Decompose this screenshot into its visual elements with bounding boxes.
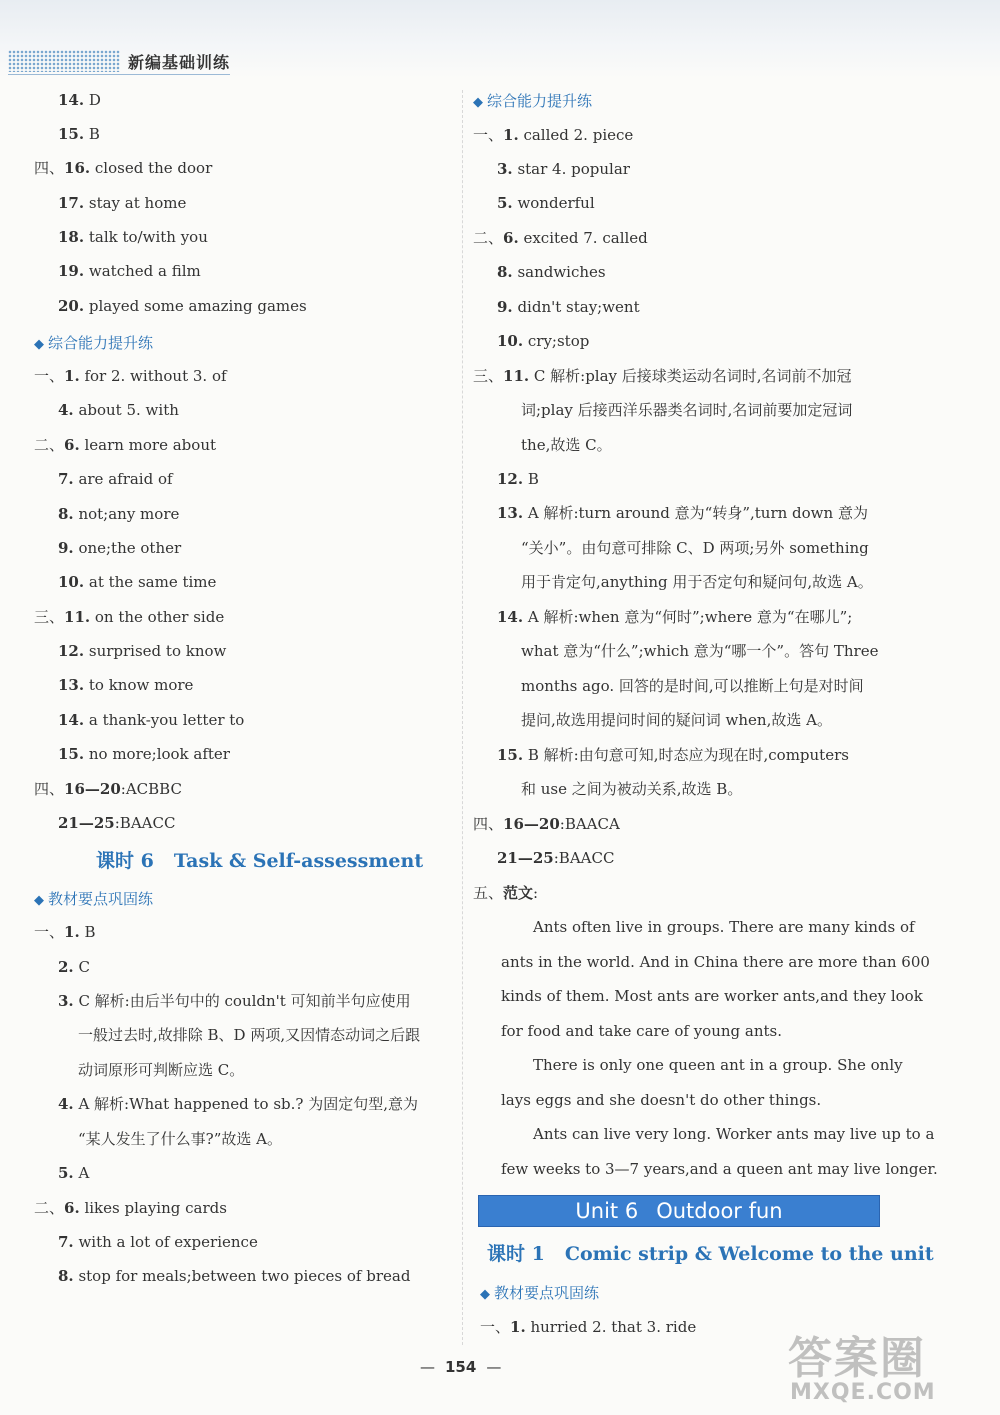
lesson-heading: 课时 6 Task & Self-assessment xyxy=(96,850,424,872)
essay-line: Ants can live very long. Worker ants may live up to a xyxy=(533,1125,935,1143)
answer-line: 15. B 解析:由句意可知,时态应为现在时,computers xyxy=(497,746,849,764)
answer-line: 一、1. B xyxy=(34,923,96,941)
section-heading: ◆ 综合能力提升练 xyxy=(473,92,593,110)
answer-line: 21—25:BAACC xyxy=(497,849,615,867)
answer-line: months ago. 回答的是时间,可以推断上句是对时间 xyxy=(521,677,864,695)
answer-line: 三、11. on the other side xyxy=(34,608,225,626)
answer-line: “关小”。由句意可排除 C、D 两项;另外 something xyxy=(521,539,869,557)
lesson-heading: 课时 1 Comic strip & Welcome to the unit xyxy=(487,1243,934,1265)
answer-line: 8. not;any more xyxy=(58,505,180,523)
answer-line: 3. C 解析:由后半句中的 couldn't 可知前半句应使用 xyxy=(58,992,411,1010)
watermark-logo: 答案圈 MXQE.COM xyxy=(788,1333,936,1405)
answer-line: 2. C xyxy=(58,958,90,976)
page-footer: — 154 — xyxy=(420,1358,502,1376)
answer-line: 20. played some amazing games xyxy=(58,297,307,315)
answer-line: 17. stay at home xyxy=(58,194,187,212)
answer-line: 18. talk to/with you xyxy=(58,228,208,246)
answer-line: 五、范文: xyxy=(473,884,539,902)
essay-line: lays eggs and she doesn't do other things. xyxy=(501,1091,822,1109)
answer-line: 二、6. excited 7. called xyxy=(473,229,648,247)
header-rule xyxy=(8,74,230,75)
answer-line: 一、1. hurried 2. that 3. ride xyxy=(480,1318,697,1336)
answer-line: 10. at the same time xyxy=(58,573,217,591)
answer-line: the,故选 C。 xyxy=(521,436,612,454)
answer-line: 14. a thank-you letter to xyxy=(58,711,245,729)
answer-line: 一般过去时,故排除 B、D 两项,又因情态动词之后跟 xyxy=(78,1026,421,1044)
section-heading: ◆ 教材要点巩固练 xyxy=(34,890,154,908)
answer-line: 9. didn't stay;went xyxy=(497,298,640,316)
answer-line: 8. sandwiches xyxy=(497,263,606,281)
essay-line: ants in the world. And in China there are more than 600 xyxy=(501,953,930,971)
page-number: 154 xyxy=(445,1358,477,1376)
diamond-icon: ◆ xyxy=(34,337,44,352)
book-title: 新编基础训练 xyxy=(128,53,231,72)
answer-line: 21—25:BAACC xyxy=(58,814,176,832)
answer-line: 12. surprised to know xyxy=(58,642,227,660)
answer-line: 4. about 5. with xyxy=(58,401,179,419)
answer-line: 四、16—20:ACBBC xyxy=(34,780,182,798)
diamond-icon: ◆ xyxy=(473,95,483,110)
answer-line: 动词原形可判断应选 C。 xyxy=(78,1061,245,1079)
answer-line: 8. stop for meals;between two pieces of bread xyxy=(58,1267,411,1285)
answer-line: 13. to know more xyxy=(58,676,194,694)
answer-line: 提问,故选用提问时间的疑问词 when,故选 A。 xyxy=(521,711,832,729)
essay-line: There is only one queen ant in a group. She only xyxy=(533,1056,903,1074)
answer-line: 二、6. learn more about xyxy=(34,436,217,454)
answer-line: 12. B xyxy=(497,470,539,488)
answer-line: 15. no more;look after xyxy=(58,745,230,763)
header-dot-pattern xyxy=(8,50,120,72)
answer-line: 一、1. for 2. without 3. of xyxy=(34,367,227,385)
section-heading: ◆ 教材要点巩固练 xyxy=(480,1284,600,1302)
answer-line: 四、16. closed the door xyxy=(34,159,213,177)
answer-line: 7. are afraid of xyxy=(58,470,173,488)
answer-line: 7. with a lot of experience xyxy=(58,1233,258,1251)
answer-line: 3. star 4. popular xyxy=(497,160,630,178)
column-divider xyxy=(462,90,463,1345)
essay-line: Ants often live in groups. There are many kinds of xyxy=(533,918,915,936)
diamond-icon: ◆ xyxy=(480,1287,490,1302)
diamond-icon: ◆ xyxy=(34,893,44,908)
unit-banner: Unit 6 Outdoor fun xyxy=(478,1195,880,1227)
answer-line: 14. A 解析:when 意为“何时”;where 意为“在哪儿”; xyxy=(497,608,853,626)
answer-line: 10. cry;stop xyxy=(497,332,590,350)
answer-line: 13. A 解析:turn around 意为“转身”,turn down 意为 xyxy=(497,504,868,522)
answer-line: 二、6. likes playing cards xyxy=(34,1199,227,1217)
answer-line: 5. A xyxy=(58,1164,90,1182)
essay-line: for food and take care of young ants. xyxy=(501,1022,782,1040)
essay-line: kinds of them. Most ants are worker ants,and they look xyxy=(501,987,923,1005)
answer-line: 用于肯定句,anything 用于否定句和疑问句,故选 A。 xyxy=(521,573,873,591)
answer-line: 15. B xyxy=(58,125,100,143)
answer-line: what 意为“什么”;which 意为“哪一个”。答句 Three xyxy=(521,642,879,660)
answer-line: 5. wonderful xyxy=(497,194,595,212)
answer-line: 四、16—20:BAACA xyxy=(473,815,620,833)
section-heading: ◆ 综合能力提升练 xyxy=(34,334,154,352)
answer-line: 三、11. C 解析:play 后接球类运动名词时,名词前不加冠 xyxy=(473,367,852,385)
answer-line: 4. A 解析:What happened to sb.? 为固定句型,意为 xyxy=(58,1095,418,1113)
answer-line: 一、1. called 2. piece xyxy=(473,126,634,144)
answer-line: 19. watched a film xyxy=(58,262,201,280)
answer-line: 词;play 后接西洋乐器类名词时,名词前要加定冠词 xyxy=(521,401,853,419)
answer-line: 和 use 之间为被动关系,故选 B。 xyxy=(521,780,743,798)
answer-line: “某人发生了什么事?”故选 A。 xyxy=(78,1130,282,1148)
answer-line: 9. one;the other xyxy=(58,539,182,557)
essay-line: few weeks to 3—7 years,and a queen ant may live longer. xyxy=(501,1160,938,1178)
answer-line: 14. D xyxy=(58,91,101,109)
